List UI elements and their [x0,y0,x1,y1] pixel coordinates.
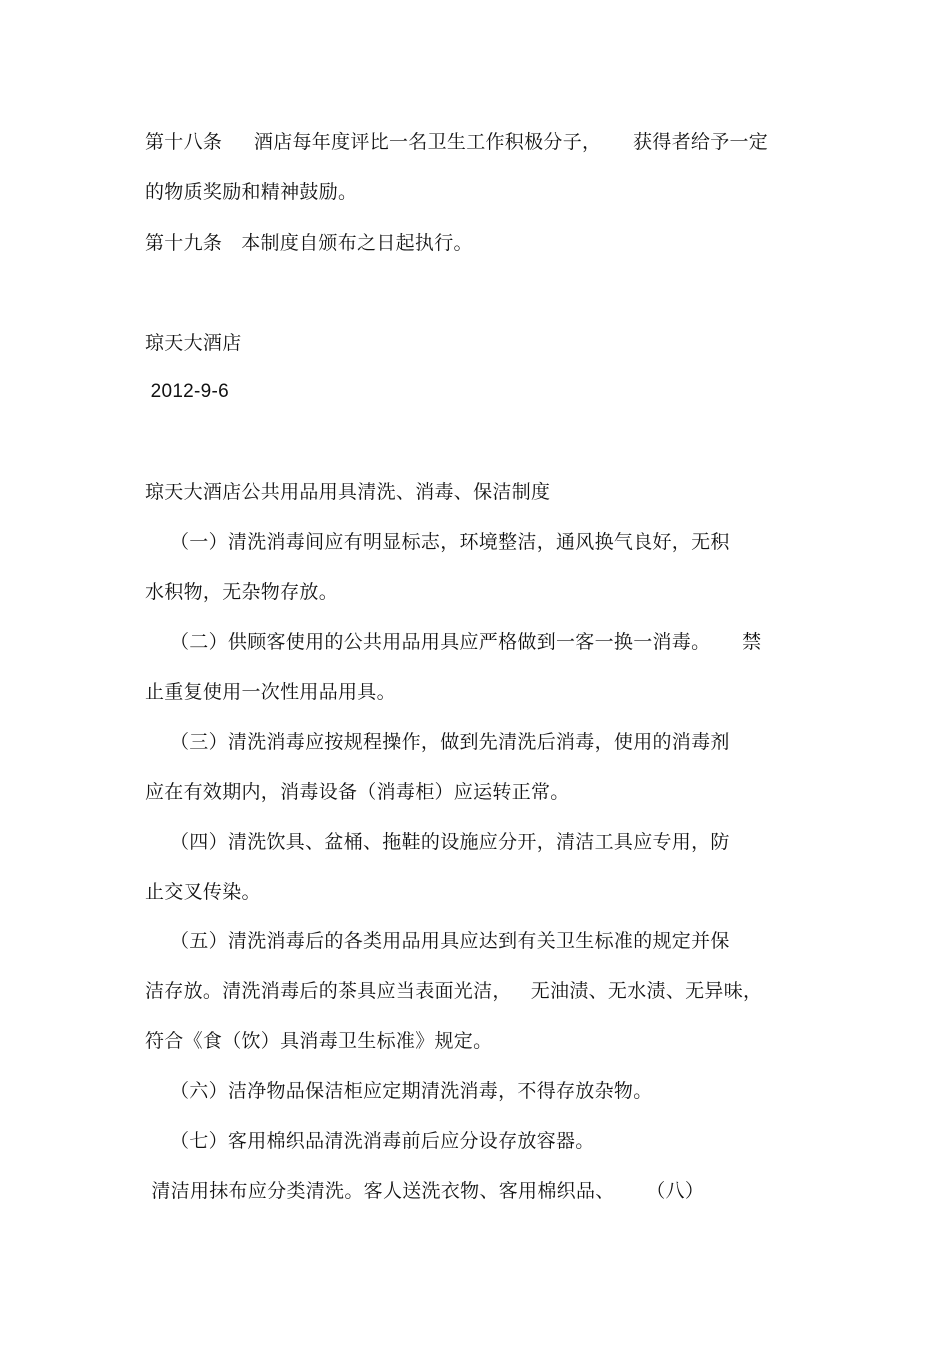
regulation-title: 琼天大酒店公共用品用具清洗、消毒、保洁制度 [145,481,551,503]
item-5-line-2: 洁存放。清洗消毒后的茶具应当表面光洁， 无油渍、无水渍、无异味， [145,980,763,1002]
item-6: （六）洁净物品保洁柜应定期清洗消毒，不得存放杂物。 [170,1080,653,1102]
article-18-line-2: 的物质奖励和精神鼓励。 [145,181,358,203]
signature-date: 2012-9-6 [145,381,230,402]
item-2-line-1: （二）供顾客使用的公共用品用具应严格做到一客一换一消毒。 禁 [170,631,762,653]
item-7: （七）客用棉织品清洗消毒前后应分设存放容器。 [170,1130,595,1152]
hotel-signature: 琼天大酒店 [145,332,242,354]
item-3-line-2: 应在有效期内，消毒设备（消毒柜）应运转正常。 [145,781,570,803]
item-5-line-1: （五）清洗消毒后的各类用品用具应达到有关卫生标准的规定并保 [170,930,730,952]
item-5-line-3: 符合《食（饮）具消毒卫生标准》规定。 [145,1030,493,1052]
item-1-line-1: （一）清洗消毒间应有明显标志，环境整洁，通风换气良好，无积 [170,531,730,553]
item-4-line-1: （四）清洗饮具、盆桶、拖鞋的设施应分开，清洁工具应专用，防 [170,831,730,853]
item-3-line-1: （三）清洗消毒应按规程操作，做到先清洗后消毒，使用的消毒剂 [170,731,730,753]
article-19: 第十九条 本制度自颁布之日起执行。 [145,232,473,254]
item-1-line-2: 水积物，无杂物存放。 [145,581,339,603]
item-4-line-2: 止交叉传染。 [145,881,261,903]
item-2-line-2: 止重复使用一次性用品用具。 [145,681,396,703]
article-18-line-1: 第十八条 酒店每年度评比一名卫生工作积极分子， 获得者给予一定 [145,131,769,153]
item-8-fragment: 清洁用抹布应分类清洗。客人送洗衣物、客用棉织品、 （八） [145,1180,705,1202]
